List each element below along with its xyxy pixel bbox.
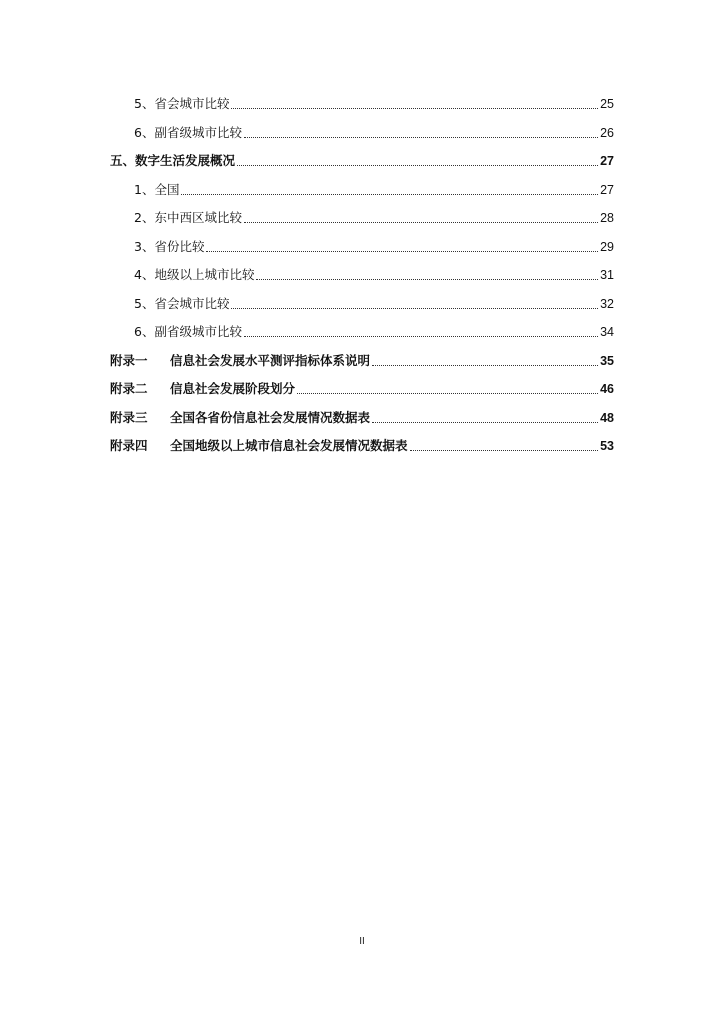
- toc-entry-page-number: 48: [600, 410, 614, 425]
- toc-entry[interactable]: [110, 204, 614, 233]
- toc-entry-label: 5、省会城市比较: [134, 96, 230, 111]
- toc-chapter-label: 五、数字生活发展概况: [110, 153, 236, 168]
- toc-entry-page-number: 46: [600, 382, 614, 396]
- toc-entry-label: 5、省会城市比较: [134, 295, 230, 311]
- toc-leader-dots: [206, 250, 598, 252]
- appendix-code: 附录四: [110, 438, 148, 453]
- toc-appendix-label: [110, 352, 371, 368]
- toc-leader-dots: [297, 392, 598, 394]
- appendix-code: 附录二: [110, 381, 148, 396]
- table-of-contents: [110, 90, 614, 461]
- toc-entry-page-number: 28: [600, 211, 614, 225]
- toc-appendix-label: [110, 440, 408, 453]
- toc-appendix-entry[interactable]: [110, 375, 614, 404]
- toc-leader-dots: [244, 335, 598, 337]
- appendix-title: 信息社会发展阶段划分: [170, 381, 296, 396]
- toc-entry-label: 6、副省级城市比较: [134, 324, 242, 339]
- toc-appendix-entry[interactable]: [110, 347, 614, 376]
- toc-entry-label: 2、东中西区域比较: [134, 210, 242, 225]
- toc-entry-label: 4、地级以上城市比较: [134, 267, 255, 282]
- toc-appendix-label: [110, 383, 295, 396]
- toc-entry-page-number: 27: [600, 182, 614, 197]
- toc-leader-dots: [244, 136, 598, 138]
- toc-entry[interactable]: [110, 90, 614, 119]
- toc-appendix-label: [110, 409, 371, 425]
- toc-leader-dots: [256, 278, 598, 280]
- toc-leader-dots: [410, 449, 599, 451]
- appendix-code: 附录三: [110, 409, 148, 425]
- toc-leader-dots: [231, 307, 598, 309]
- page-number-footer: II: [359, 936, 365, 947]
- appendix-title: 信息社会发展水平测评指标体系说明: [170, 352, 371, 368]
- toc-appendix-entry[interactable]: [110, 404, 614, 433]
- toc-entry[interactable]: [110, 233, 614, 262]
- toc-leader-dots: [372, 364, 598, 366]
- toc-entry-page-number: 26: [600, 125, 614, 140]
- toc-entry[interactable]: [110, 318, 614, 347]
- toc-leader-dots: [181, 193, 598, 195]
- toc-entry[interactable]: [110, 119, 614, 148]
- toc-entry[interactable]: [110, 176, 614, 205]
- appendix-title: 全国地级以上城市信息社会发展情况数据表: [170, 438, 408, 453]
- toc-entry[interactable]: [110, 261, 614, 290]
- toc-entry-page-number: 29: [600, 239, 614, 254]
- toc-entry-page-number: 25: [600, 97, 614, 111]
- toc-entry-page-number: 27: [600, 154, 614, 168]
- toc-leader-dots: [372, 421, 598, 423]
- toc-chapter-entry[interactable]: [110, 147, 614, 176]
- toc-entry-label: 6、副省级城市比较: [134, 124, 242, 140]
- toc-entry-page-number: 32: [600, 296, 614, 311]
- appendix-code: 附录一: [110, 352, 148, 368]
- toc-entry[interactable]: [110, 290, 614, 319]
- toc-entry-page-number: 53: [600, 439, 614, 453]
- toc-entry-label: 3、省份比较: [134, 238, 205, 254]
- toc-entry-page-number: 31: [600, 268, 614, 282]
- appendix-title: 全国各省份信息社会发展情况数据表: [170, 409, 371, 425]
- toc-leader-dots: [244, 221, 598, 223]
- toc-leader-dots: [237, 164, 598, 166]
- toc-entry-label: 1、全国: [134, 181, 180, 197]
- toc-appendix-entry[interactable]: [110, 432, 614, 461]
- toc-leader-dots: [231, 107, 598, 109]
- toc-entry-page-number: 34: [600, 325, 614, 339]
- toc-entry-page-number: 35: [600, 353, 614, 368]
